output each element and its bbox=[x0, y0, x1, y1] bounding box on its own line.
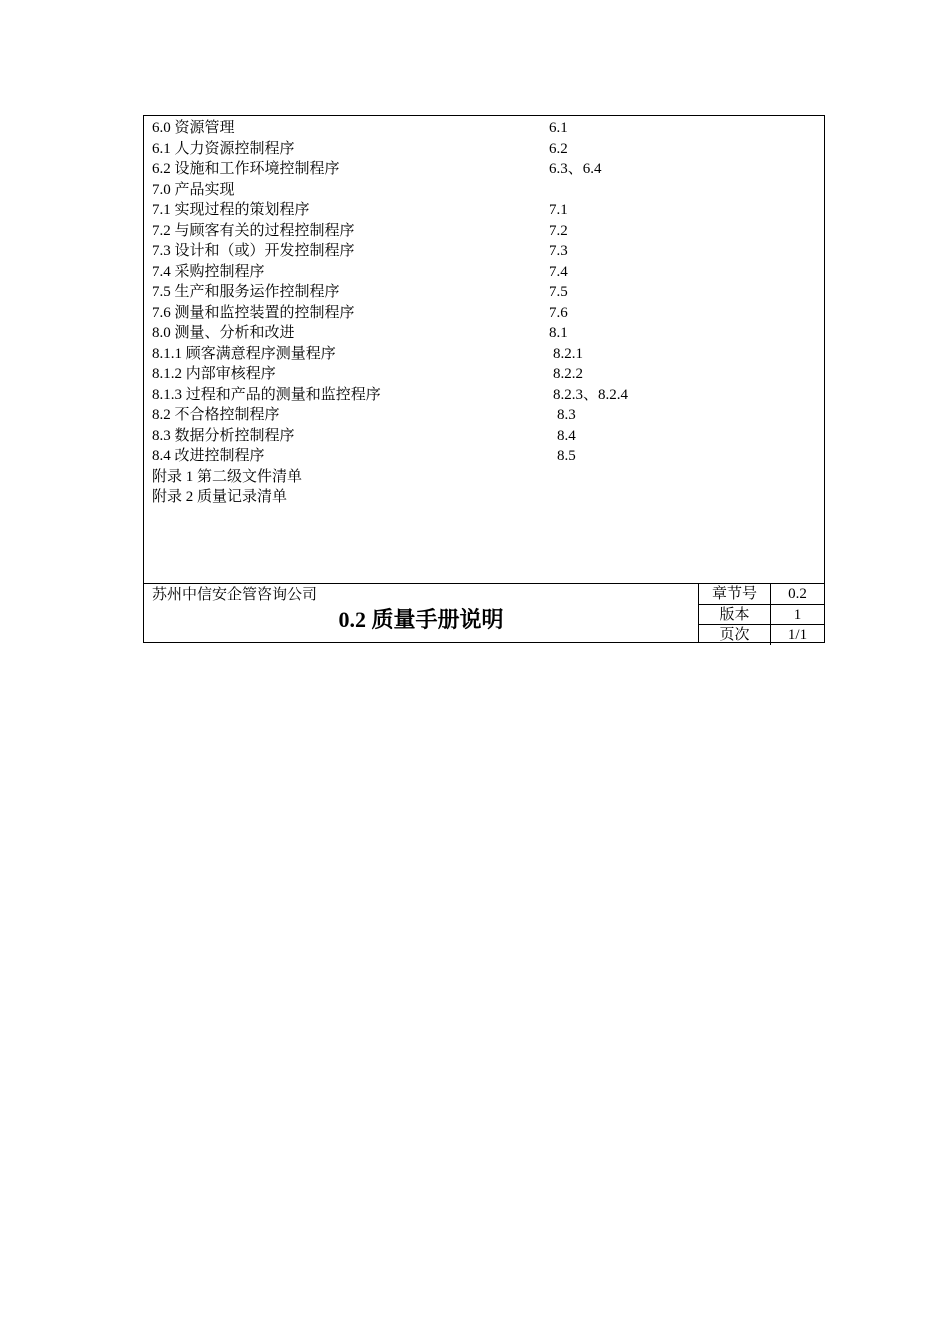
toc-entry-title: 8.1.1 顾客满意程序测量程序 bbox=[152, 345, 336, 362]
toc-entry-title: 8.4 改进控制程序 bbox=[152, 448, 265, 464]
meta-label-page: 页次 bbox=[699, 625, 771, 645]
page-footer bbox=[144, 583, 824, 642]
toc-entry-title: 7.0 产品实现 bbox=[152, 181, 235, 198]
toc-row bbox=[152, 118, 824, 139]
toc-entry-title: 7.4 采购控制程序 bbox=[152, 263, 265, 280]
toc-entry-section-ref: 8.5 bbox=[557, 448, 576, 464]
toc-row bbox=[152, 303, 824, 324]
toc-row bbox=[152, 323, 824, 344]
toc-entry-title: 附录 1 第二级文件清单 bbox=[152, 468, 303, 485]
meta-value-section: 0.2 bbox=[788, 586, 807, 602]
toc-entry-section-ref: 8.2.1 bbox=[553, 345, 583, 362]
toc-row bbox=[152, 221, 824, 242]
meta-row-page bbox=[699, 624, 824, 645]
toc-entry-section-ref: 7.2 bbox=[549, 222, 568, 239]
toc-entry-section-ref: 8.2.2 bbox=[553, 366, 583, 382]
toc-entry-title: 8.3 数据分析控制程序 bbox=[152, 427, 295, 444]
meta-row-version bbox=[699, 604, 824, 625]
toc-entry-title: 7.2 与顾客有关的过程控制程序 bbox=[152, 222, 355, 239]
toc-row bbox=[152, 344, 824, 365]
toc-entry-title: 8.0 测量、分析和改进 bbox=[152, 325, 295, 341]
document-meta-table bbox=[698, 584, 824, 642]
table-of-contents bbox=[152, 118, 824, 508]
toc-entry-section-ref: 6.2 bbox=[549, 140, 568, 157]
company-name: 苏州中信安企管咨询公司 bbox=[152, 587, 318, 603]
toc-row bbox=[152, 241, 824, 262]
toc-entry-section-ref: 7.4 bbox=[549, 263, 568, 280]
toc-entry-section-ref: 7.6 bbox=[549, 304, 568, 321]
meta-row-section bbox=[699, 584, 824, 604]
toc-row bbox=[152, 159, 824, 180]
toc-entry-title: 6.1 人力资源控制程序 bbox=[152, 140, 295, 157]
toc-entry-title: 8.1.2 内部审核程序 bbox=[152, 366, 276, 382]
toc-entry-section-ref: 7.1 bbox=[549, 202, 568, 218]
toc-row bbox=[152, 282, 824, 303]
toc-entry-section-ref: 8.2.3、8.2.4 bbox=[553, 386, 629, 403]
toc-row bbox=[152, 180, 824, 201]
document-frame bbox=[143, 115, 825, 643]
toc-row bbox=[152, 446, 824, 467]
toc-entry-title: 8.1.3 过程和产品的测量和监控程序 bbox=[152, 386, 381, 403]
toc-entry-title: 8.2 不合格控制程序 bbox=[152, 407, 280, 423]
toc-entry-section-ref: 6.1 bbox=[549, 120, 568, 136]
toc-entry-title: 7.3 设计和（或）开发控制程序 bbox=[152, 243, 355, 259]
meta-label-version: 版本 bbox=[699, 605, 771, 625]
toc-entry-title: 附录 2 质量记录清单 bbox=[152, 489, 288, 505]
meta-label-section: 章节号 bbox=[699, 584, 771, 604]
toc-row bbox=[152, 200, 824, 221]
toc-row bbox=[152, 426, 824, 447]
toc-entry-section-ref: 8.3 bbox=[557, 407, 576, 423]
toc-entry-title: 7.5 生产和服务运作控制程序 bbox=[152, 284, 340, 300]
toc-row bbox=[152, 487, 824, 508]
toc-row bbox=[152, 467, 824, 488]
toc-entry-section-ref: 6.3、6.4 bbox=[549, 161, 602, 177]
toc-entry-section-ref: 8.1 bbox=[549, 325, 568, 341]
toc-entry-title: 7.6 测量和监控装置的控制程序 bbox=[152, 304, 355, 321]
toc-entry-title: 6.2 设施和工作环境控制程序 bbox=[152, 161, 340, 177]
document-title: 0.2 质量手册说明 bbox=[338, 607, 504, 632]
toc-entry-title: 7.1 实现过程的策划程序 bbox=[152, 202, 310, 218]
toc-entry-section-ref: 8.4 bbox=[557, 427, 576, 444]
toc-entry-section-ref: 7.5 bbox=[549, 284, 568, 300]
toc-row bbox=[152, 364, 824, 385]
toc-row bbox=[152, 405, 824, 426]
meta-value-version: 1 bbox=[793, 607, 802, 623]
meta-value-page: 1/1 bbox=[787, 627, 808, 643]
toc-row bbox=[152, 262, 824, 283]
toc-entry-section-ref: 7.3 bbox=[549, 243, 568, 259]
toc-row bbox=[152, 385, 824, 406]
toc-row bbox=[152, 139, 824, 160]
toc-entry-title: 6.0 资源管理 bbox=[152, 120, 235, 136]
